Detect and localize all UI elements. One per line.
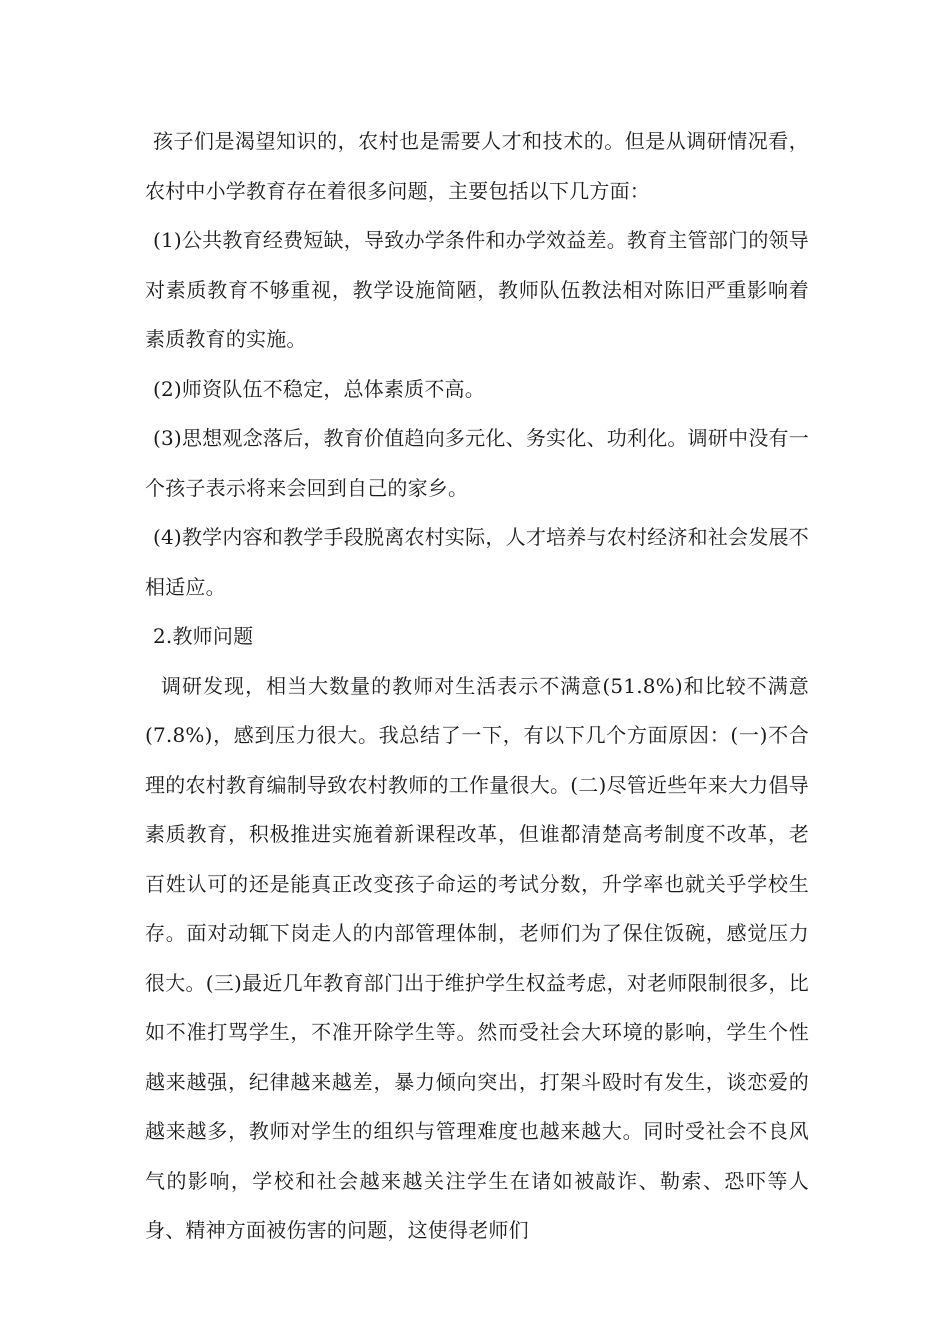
paragraph-intro: 孩子们是渴望知识的，农村也是需要人才和技术的。但是从调研情况看，农村中小学教育存在着很多问题，主要包括以下几方面： [145, 129, 809, 203]
paragraph-item-3: (3)思想观念落后，教育价值趋向多元化、务实化、功利化。调研中没有一个孩子表示将来会回到自己的家乡。 [145, 426, 809, 500]
document-body [145, 117, 809, 1256]
paragraph-item-4: (4)教学内容和教学手段脱离农村实际，人才培养与农村经济和社会发展不相适应。 [145, 525, 809, 599]
paragraph-item-2: (2)师资队伍不稳定，总体素质不高。 [153, 376, 485, 401]
section-heading: 2.教师问题 [153, 624, 254, 648]
paragraph-item-1: (1)公共教育经费短缺，导致办学条件和办学效益差。教育主管部门的领导对素质教育不够重视，教学设施简陋，教师队伍教法相对陈旧严重影响着素质教育的实施。 [145, 228, 809, 351]
paragraph-teacher-issues: 调研发现，相当大数量的教师对生活表示不满意(51.8%)和比较不满意(7.8%)，感到压力很大。我总结了一下，有以下几个方面原因：(一)不合理的农村教育编制导致农村教师的工作量很大。(二)尽管近些年来大力倡导素质教育，积极推进实施着新课程改革，但谁都清楚高考制度不改革，老百姓认可的还是能真正改变孩子命运的考试分数，升学率也就关乎学校生存。面对动辄下岗走人的内部管理体制，老师们为了保住饭碗，感觉压力很大。(三)最近几年教育部门出于维护学生权益考虑，对老师限制很多，比如不准打骂学生，不准开除学生等。然而受社会大环境的影响，学生个性越来越强，纪律越来越差，暴力倾向突出，打架斗殴时有发生，谈恋爱的越来越多，教师对学生的组织与管理难度也越来越大。同时受社会不良风气的影响，学校和社会越来越关注学生在诸如被敲诈、勒索、恐吓等人身、精神方面被伤害的问题，这使得老师们 [145, 673, 809, 1242]
